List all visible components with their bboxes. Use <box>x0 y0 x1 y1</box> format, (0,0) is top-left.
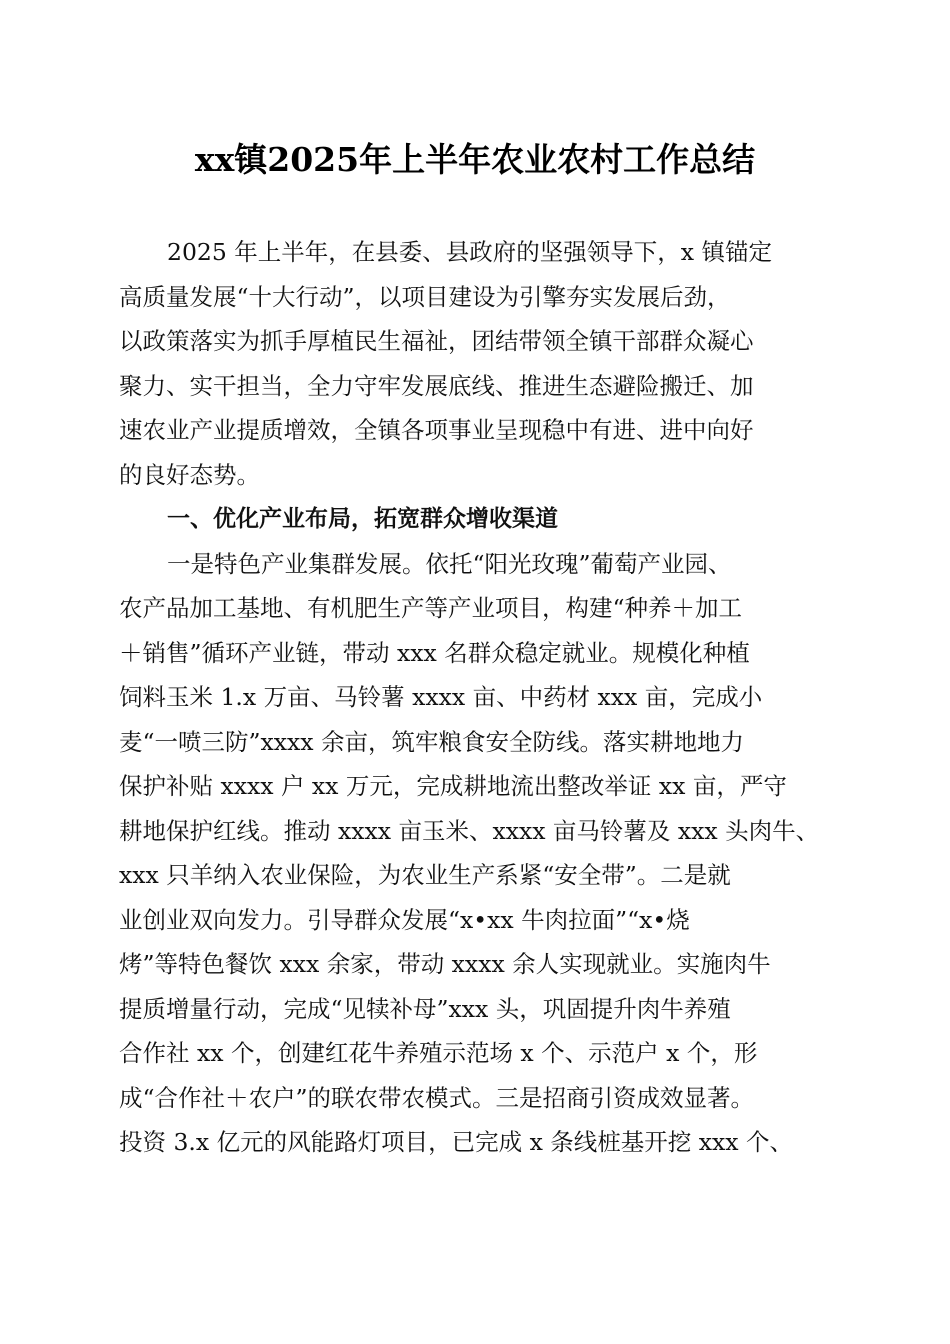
text-line: 高质量发展“十大行动”，以项目建设为引擎夯实发展后劲， <box>119 282 731 311</box>
text-line: 烤”等特色餐饮 xxx 余家，带动 xxxx 余人实现就业。实施肉牛 <box>119 950 771 978</box>
text-line: 以政策落实为抓手厚植民生福祉，团结带领全镇干部群众凝心 <box>119 327 754 355</box>
text-line: 保护补贴 xxxx 户 xx 万元，完成耕地流出整改举证 xx 亩，严守 <box>119 772 787 800</box>
text-line: ＋销售”循环产业链，带动 xxx 名群众稳定就业。规模化种植 <box>119 638 750 667</box>
section-heading: 一、优化产业布局，拓宽群众增收渠道 <box>167 506 558 532</box>
text-line: 一是特色产业集群发展。依托“阳光玫瑰”葡萄产业园、 <box>167 549 732 578</box>
text-line: 2025 年上半年，在县委、县政府的坚强领导下，x 镇锚定 <box>167 238 772 266</box>
text-line: 麦“一喷三防”xxxx 余亩，筑牢粮食安全防线。落实耕地地力 <box>119 727 745 756</box>
text-line: 速农业产业提质增效，全镇各项事业呈现稳中有进、进中向好 <box>119 416 754 444</box>
intro-paragraph <box>119 230 831 497</box>
text-line: 农产品加工基地、有机肥生产等产业项目，构建“种养＋加工 <box>119 594 743 622</box>
text-line: 投资 3.x 亿元的风能路灯项目，已完成 x 条线桩基开挖 xxx 个、 <box>119 1128 794 1156</box>
text-line: 业创业双向发力。引导群众发展“x•xx 牛肉拉面”“x•烧 <box>119 905 690 934</box>
section-paragraph <box>119 542 831 1165</box>
text-line: xxx 只羊纳入农业保险，为农业生产系紧“安全带”。二是就 <box>119 861 731 889</box>
document-title: xx镇2025年上半年农业农村工作总结 <box>194 140 756 179</box>
text-line: 提质增量行动，完成“见犊补母”xxx 头，巩固提升肉牛养殖 <box>119 994 731 1023</box>
text-line: 聚力、实干担当，全力守牢发展底线、推进生态避险搬迁、加 <box>119 371 754 400</box>
text-line: 成“合作社＋农户”的联农带农模式。三是招商引资成效显著。 <box>119 1083 755 1112</box>
text-line: 耕地保护红线。推动 xxxx 亩玉米、xxxx 亩马铃薯及 xxx 头肉牛、 <box>119 816 820 845</box>
document-body <box>119 230 831 1165</box>
text-line: 饲料玉米 1.x 万亩、马铃薯 xxxx 亩、中药材 xxx 亩，完成小 <box>119 683 763 711</box>
text-line: 合作社 xx 个，创建红花牛养殖示范场 x 个、示范户 x 个，形 <box>119 1039 758 1067</box>
text-line: 的良好态势。 <box>119 460 260 489</box>
